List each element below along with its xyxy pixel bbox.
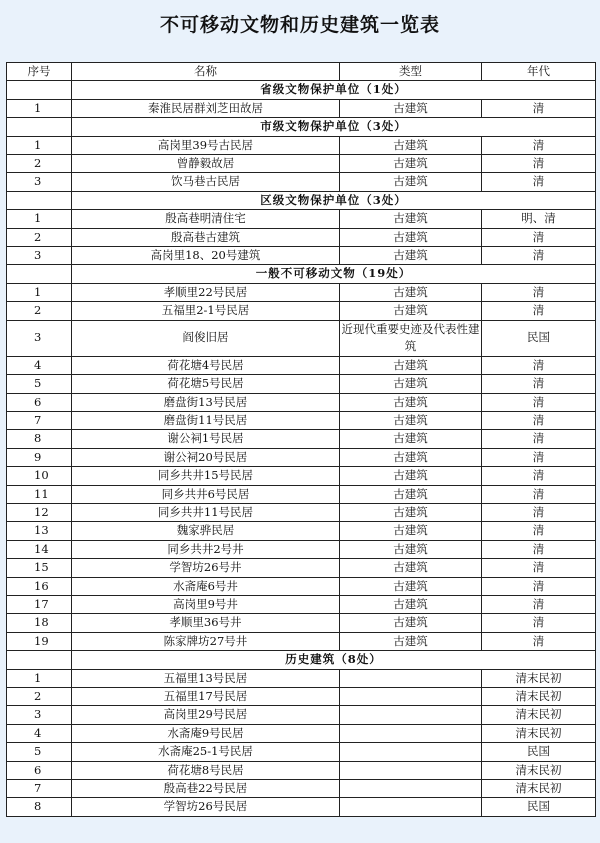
section-spacer-cell	[7, 651, 72, 669]
cell-type	[340, 743, 482, 761]
cell-era: 清	[482, 503, 596, 521]
section-heading: 省级文物保护单位（1处）	[72, 81, 596, 99]
cell-name: 谢公祠1号民居	[72, 430, 340, 448]
table-row	[7, 577, 596, 595]
table-row	[7, 228, 596, 246]
cell-era: 清	[482, 228, 596, 246]
cell-name: 殷高巷22号民居	[72, 780, 340, 798]
section-spacer-cell	[7, 265, 72, 283]
cell-type: 古建筑	[340, 559, 482, 577]
cell-era: 清	[482, 577, 596, 595]
table-row	[7, 614, 596, 632]
cell-type	[340, 780, 482, 798]
cell-era: 清	[482, 155, 596, 173]
cell-no: 7	[7, 411, 72, 429]
cell-name: 高岗里18、20号建筑	[72, 247, 340, 265]
cell-era: 清	[482, 136, 596, 154]
table-row	[7, 302, 596, 320]
table-row	[7, 595, 596, 613]
cell-name: 五福里17号民居	[72, 688, 340, 706]
cell-type: 古建筑	[340, 173, 482, 191]
cell-name: 高岗里9号井	[72, 595, 340, 613]
cell-no: 19	[7, 632, 72, 650]
cell-era: 明、清	[482, 210, 596, 228]
cell-era: 清	[482, 99, 596, 117]
cell-no: 7	[7, 780, 72, 798]
cell-no: 4	[7, 356, 72, 374]
section-spacer-cell	[7, 118, 72, 136]
cell-era: 清末民初	[482, 724, 596, 742]
cell-type: 古建筑	[340, 136, 482, 154]
cell-era: 清	[482, 614, 596, 632]
table-row	[7, 522, 596, 540]
table-row	[7, 375, 596, 393]
cell-type: 古建筑	[340, 411, 482, 429]
cell-no: 1	[7, 283, 72, 301]
table-body	[7, 81, 596, 816]
cell-era: 清	[482, 485, 596, 503]
cell-name: 学智坊26号民居	[72, 798, 340, 816]
table-row	[7, 136, 596, 154]
cell-no: 3	[7, 706, 72, 724]
cell-type: 古建筑	[340, 210, 482, 228]
cell-no: 4	[7, 724, 72, 742]
table-row	[7, 247, 596, 265]
cell-era: 清	[482, 375, 596, 393]
cell-no: 3	[7, 320, 72, 356]
cell-name: 五福里13号民居	[72, 669, 340, 687]
table-row	[7, 356, 596, 374]
cell-no: 1	[7, 210, 72, 228]
cell-type: 古建筑	[340, 375, 482, 393]
column-header-no: 序号	[7, 63, 72, 81]
table-row	[7, 761, 596, 779]
cell-no: 3	[7, 247, 72, 265]
cell-name: 五福里2-1号民居	[72, 302, 340, 320]
cell-no: 2	[7, 228, 72, 246]
cell-no: 11	[7, 485, 72, 503]
table-row	[7, 669, 596, 687]
cell-era: 清末民初	[482, 669, 596, 687]
cell-era: 清	[482, 522, 596, 540]
cell-era: 清	[482, 595, 596, 613]
cell-name: 荷花塘4号民居	[72, 356, 340, 374]
table-row	[7, 155, 596, 173]
section-heading-row	[7, 265, 596, 283]
section-heading: 一般不可移动文物（19处）	[72, 265, 596, 283]
cell-era: 清末民初	[482, 706, 596, 724]
cell-no: 5	[7, 375, 72, 393]
cell-name: 学智坊26号井	[72, 559, 340, 577]
cell-type: 古建筑	[340, 614, 482, 632]
cell-type	[340, 761, 482, 779]
cell-era: 民国	[482, 798, 596, 816]
cell-name: 曾静毅故居	[72, 155, 340, 173]
cell-type: 古建筑	[340, 155, 482, 173]
table-row	[7, 411, 596, 429]
section-heading: 区级文物保护单位（3处）	[72, 191, 596, 209]
column-header-type: 类型	[340, 63, 482, 81]
table-row	[7, 320, 596, 356]
cell-era: 清	[482, 540, 596, 558]
table-row	[7, 743, 596, 761]
cell-era: 清末民初	[482, 761, 596, 779]
cell-type: 古建筑	[340, 485, 482, 503]
cell-type: 古建筑	[340, 247, 482, 265]
table-row	[7, 688, 596, 706]
table-row	[7, 283, 596, 301]
cell-type: 古建筑	[340, 356, 482, 374]
table-row	[7, 448, 596, 466]
cell-era: 清	[482, 247, 596, 265]
section-spacer-cell	[7, 191, 72, 209]
table-row	[7, 706, 596, 724]
cell-era: 清	[482, 302, 596, 320]
cell-era: 清	[482, 430, 596, 448]
table-row	[7, 798, 596, 816]
cell-type: 古建筑	[340, 393, 482, 411]
cell-name: 高岗里39号古民居	[72, 136, 340, 154]
cell-type: 古建筑	[340, 632, 482, 650]
document-title: 不可移动文物和历史建筑一览表	[159, 14, 440, 36]
table-row	[7, 632, 596, 650]
cell-era: 清	[482, 632, 596, 650]
section-heading-row	[7, 651, 596, 669]
cell-no: 8	[7, 798, 72, 816]
cell-era: 清	[482, 559, 596, 577]
cell-name: 陈家牌坊27号井	[72, 632, 340, 650]
cell-no: 15	[7, 559, 72, 577]
cell-era: 清	[482, 448, 596, 466]
cell-name: 磨盘街11号民居	[72, 411, 340, 429]
table-row	[7, 393, 596, 411]
table-header-row	[7, 63, 596, 81]
cell-no: 5	[7, 743, 72, 761]
cell-type: 古建筑	[340, 595, 482, 613]
table-row	[7, 540, 596, 558]
cell-no: 12	[7, 503, 72, 521]
cell-type	[340, 724, 482, 742]
cell-no: 17	[7, 595, 72, 613]
table-row	[7, 99, 596, 117]
cell-era: 民国	[482, 320, 596, 356]
cell-era: 清末民初	[482, 688, 596, 706]
cell-no: 18	[7, 614, 72, 632]
section-heading-row	[7, 81, 596, 99]
cell-type: 古建筑	[340, 228, 482, 246]
cell-era: 清	[482, 283, 596, 301]
cell-name: 水斋庵9号民居	[72, 724, 340, 742]
cell-name: 同乡共井2号井	[72, 540, 340, 558]
cell-name: 孝顺里36号井	[72, 614, 340, 632]
cell-era: 清末民初	[482, 780, 596, 798]
cell-no: 9	[7, 448, 72, 466]
cell-era: 清	[482, 173, 596, 191]
cell-name: 水斋庵25-1号民居	[72, 743, 340, 761]
table-row	[7, 503, 596, 521]
cell-no: 2	[7, 302, 72, 320]
cell-type: 古建筑	[340, 577, 482, 595]
cell-type: 古建筑	[340, 283, 482, 301]
cell-name: 殷高巷明清住宅	[72, 210, 340, 228]
cell-era: 民国	[482, 743, 596, 761]
cell-name: 饮马巷古民居	[72, 173, 340, 191]
cell-type: 古建筑	[340, 522, 482, 540]
cell-no: 6	[7, 393, 72, 411]
table-row	[7, 430, 596, 448]
cell-type	[340, 798, 482, 816]
cell-name: 谢公祠20号民居	[72, 448, 340, 466]
cell-name: 同乡共井6号民居	[72, 485, 340, 503]
section-heading-row	[7, 118, 596, 136]
section-heading-row	[7, 191, 596, 209]
cell-type: 近现代重要史迹及代表性建筑	[340, 320, 482, 356]
cell-no: 2	[7, 688, 72, 706]
cell-no: 13	[7, 522, 72, 540]
cell-type: 古建筑	[340, 302, 482, 320]
cell-name: 荷花塘5号民居	[72, 375, 340, 393]
heritage-table	[6, 62, 596, 817]
cell-name: 同乡共井15号民居	[72, 467, 340, 485]
cell-no: 1	[7, 136, 72, 154]
cell-era: 清	[482, 393, 596, 411]
cell-name: 阎俊旧居	[72, 320, 340, 356]
table-row	[7, 780, 596, 798]
table-row	[7, 724, 596, 742]
table-row	[7, 173, 596, 191]
table-row	[7, 210, 596, 228]
cell-era: 清	[482, 467, 596, 485]
cell-type: 古建筑	[340, 503, 482, 521]
cell-type: 古建筑	[340, 540, 482, 558]
cell-type	[340, 706, 482, 724]
cell-era: 清	[482, 356, 596, 374]
cell-no: 3	[7, 173, 72, 191]
cell-no: 1	[7, 99, 72, 117]
cell-name: 殷高巷古建筑	[72, 228, 340, 246]
cell-no: 1	[7, 669, 72, 687]
section-spacer-cell	[7, 81, 72, 99]
cell-name: 水斋庵6号井	[72, 577, 340, 595]
cell-name: 秦淮民居群刘芝田故居	[72, 99, 340, 117]
cell-no: 8	[7, 430, 72, 448]
column-header-name: 名称	[72, 63, 340, 81]
section-heading: 历史建筑（8处）	[72, 651, 596, 669]
cell-type: 古建筑	[340, 430, 482, 448]
column-header-era: 年代	[482, 63, 596, 81]
cell-name: 同乡共井11号民居	[72, 503, 340, 521]
cell-name: 磨盘街13号民居	[72, 393, 340, 411]
cell-no: 2	[7, 155, 72, 173]
cell-no: 10	[7, 467, 72, 485]
table-row	[7, 559, 596, 577]
cell-type: 古建筑	[340, 467, 482, 485]
cell-type	[340, 688, 482, 706]
cell-type: 古建筑	[340, 99, 482, 117]
cell-name: 高岗里29号民居	[72, 706, 340, 724]
cell-type: 古建筑	[340, 448, 482, 466]
cell-era: 清	[482, 411, 596, 429]
cell-no: 16	[7, 577, 72, 595]
cell-no: 14	[7, 540, 72, 558]
cell-no: 6	[7, 761, 72, 779]
cell-name: 孝顺里22号民居	[72, 283, 340, 301]
table-row	[7, 485, 596, 503]
section-heading: 市级文物保护单位（3处）	[72, 118, 596, 136]
cell-name: 荷花塘8号民居	[72, 761, 340, 779]
table-row	[7, 467, 596, 485]
cell-name: 魏家骅民居	[72, 522, 340, 540]
cell-type	[340, 669, 482, 687]
